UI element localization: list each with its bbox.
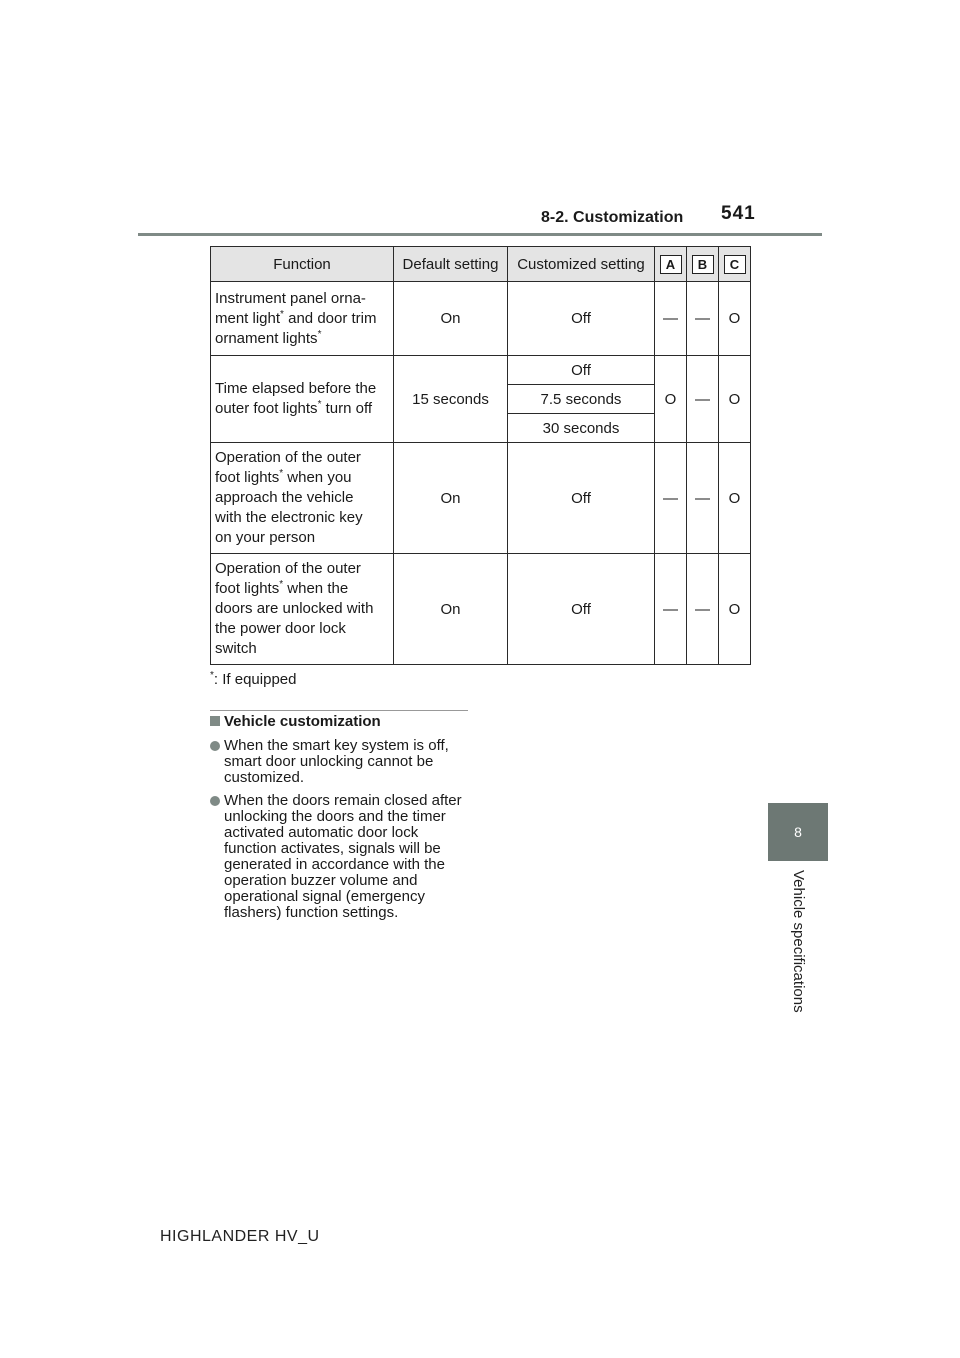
function-cell: Operation of the outer foot lights* when you approach the vehicle with the electronic key on your person (211, 443, 394, 554)
table-row (211, 282, 751, 356)
col-c-cell: O (719, 282, 751, 356)
square-bullet-icon (210, 716, 220, 726)
function-cell: Time elapsed before the outer foot lights* turn off (211, 356, 394, 443)
section-header-title: 8-2. Customization (541, 209, 684, 226)
col-b-cell: — (687, 356, 719, 443)
circle-bullet-icon (210, 796, 220, 806)
col-a-cell: — (655, 554, 687, 665)
page-number: 541 (721, 203, 756, 224)
col-a-cell: O (655, 356, 687, 443)
default-cell: On (394, 554, 508, 665)
customized-cell: Off (508, 443, 655, 554)
function-cell: Instrument panel orna- ment light* and door trim ornament lights* (211, 282, 394, 356)
section-heading: Vehicle customization (210, 713, 381, 730)
list-item: When the smart key system is off, smart door unlocking cannot be customized. (210, 738, 468, 786)
col-b-cell: — (687, 282, 719, 356)
list-item: When the doors remain closed after unlocking the doors and the timer activated automatic door lock function activates, signals will be generated in accordance with the operation buzzer volume and operational signal (emergency flashers) function settings. (210, 793, 468, 921)
footer-model: HIGHLANDER HV_U (160, 1228, 320, 1245)
header-col-a: A (655, 247, 687, 282)
customized-cell: Off (508, 282, 655, 356)
col-c-cell: O (719, 554, 751, 665)
header-customized-setting: Customized setting (508, 247, 655, 282)
col-a-cell: — (655, 282, 687, 356)
default-cell: On (394, 282, 508, 356)
header-col-b: B (687, 247, 719, 282)
table-header-row (211, 247, 751, 282)
col-c-cell: O (719, 356, 751, 443)
header-rule (138, 233, 822, 236)
chapter-tab: 8 (768, 803, 828, 861)
chapter-label: Vehicle specifications (790, 870, 807, 1013)
table-row (211, 554, 751, 665)
customized-cell: Off (508, 554, 655, 665)
circle-bullet-icon (210, 741, 220, 751)
col-b-cell: — (687, 554, 719, 665)
customized-option: 7.5 seconds (508, 385, 655, 414)
settings-table (210, 246, 751, 665)
header-default-setting: Default setting (394, 247, 508, 282)
col-a-cell: — (655, 443, 687, 554)
default-cell: 15 seconds (394, 356, 508, 443)
header-col-c: C (719, 247, 751, 282)
function-cell: Operation of the outer foot lights* when the doors are unlocked with the power door lock switch (211, 554, 394, 665)
customized-option: 30 seconds (508, 414, 655, 443)
col-b-cell: — (687, 443, 719, 554)
table-row (211, 356, 751, 385)
table-row (211, 443, 751, 554)
col-c-cell: O (719, 443, 751, 554)
default-cell: On (394, 443, 508, 554)
section-divider (210, 710, 468, 711)
footnote: *: If equipped (210, 670, 297, 688)
header-function: Function (211, 247, 394, 282)
customized-option: Off (508, 356, 655, 385)
